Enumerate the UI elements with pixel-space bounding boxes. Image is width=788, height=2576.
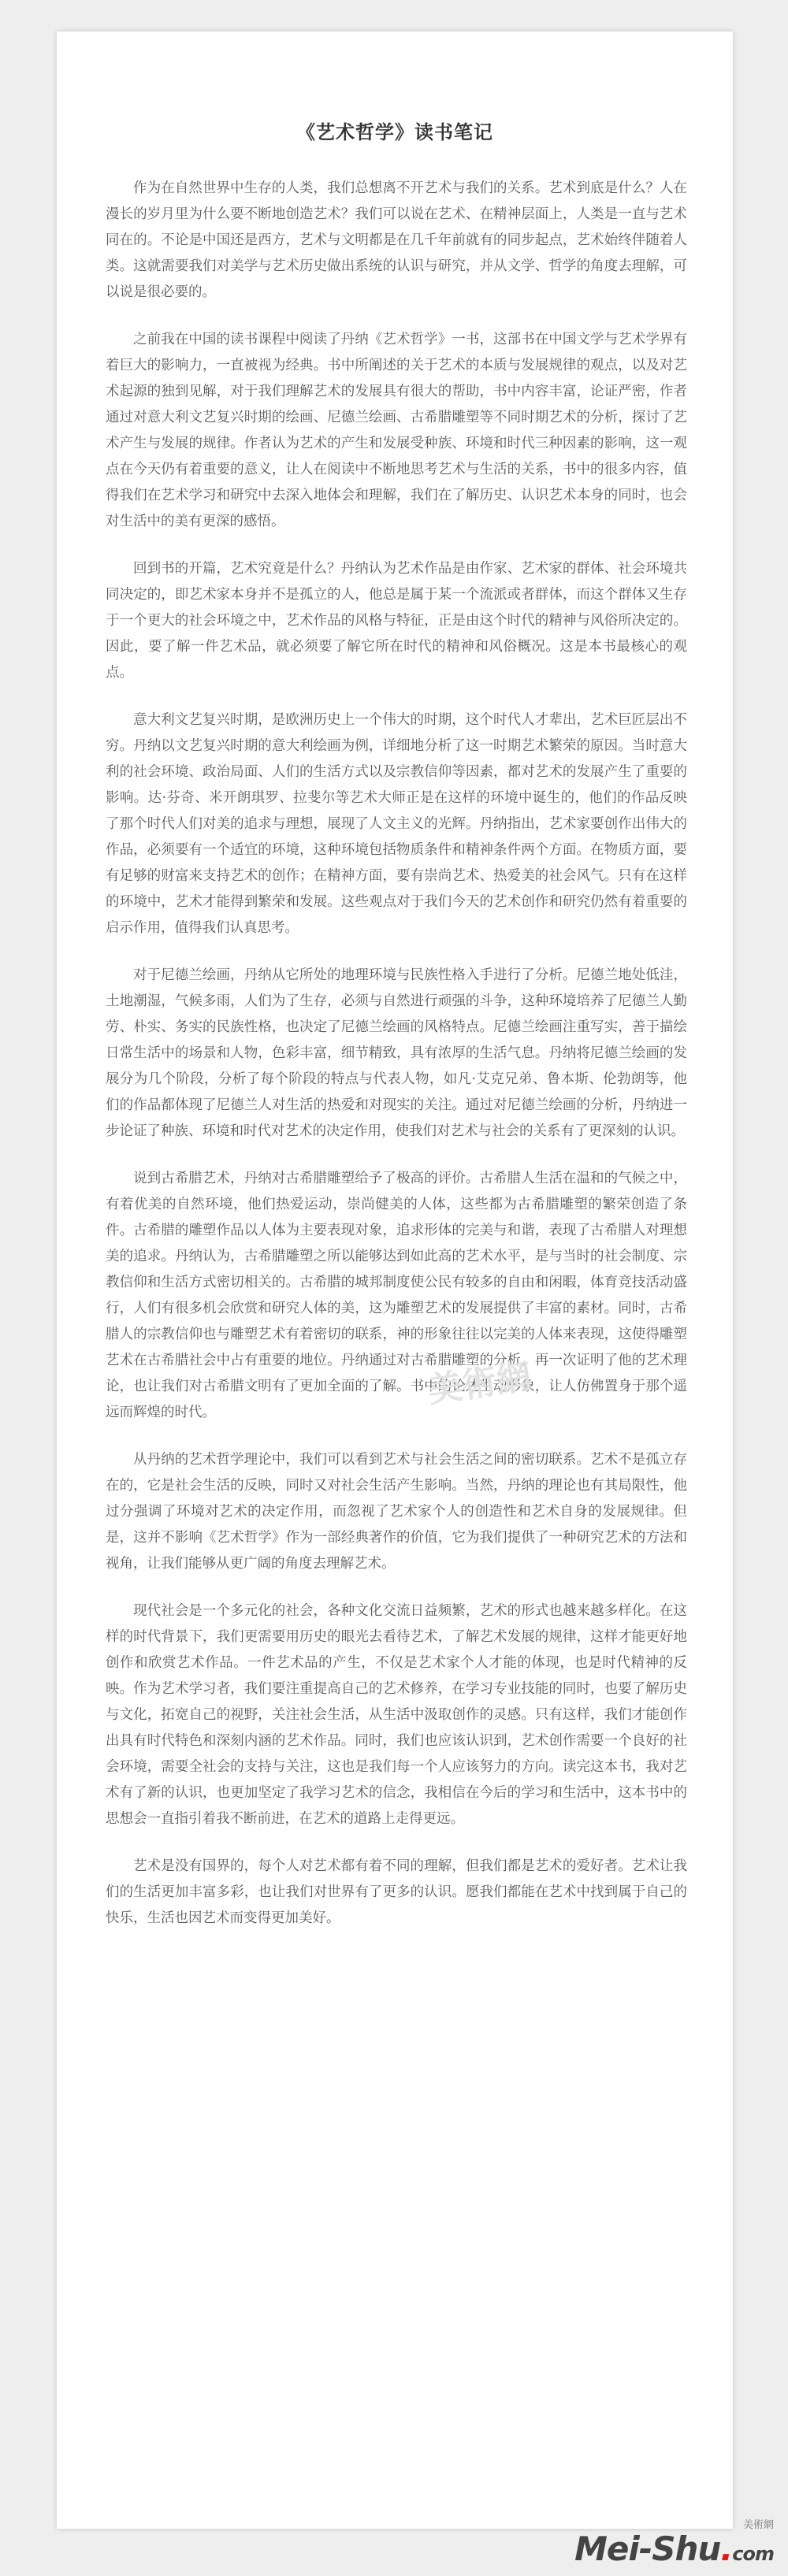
site-logo [574,2530,774,2568]
paragraph: 之前我在中国的读书课程中阅读了丹纳《艺术哲学》一书，这部书在中国文学与艺术学界有着巨大的影响力，一直被视为经典。书中所阐述的关于艺术的本质与发展规律的观点，以及对艺术起源的独到见解，对于我们理解艺术的发展具有很大的帮助，书中内容丰富，论证严密，作者通过对意大利文艺复兴时期的绘画、尼德兰绘画、古希腊雕塑等不同时期艺术的分析，探讨了艺术产生与发展的规律。作者认为艺术的产生和发展受种族、环境和时代三种因素的影响，这一观点在今天仍有着重要的意义，让人在阅读中不断地思考艺术与生活的关系，书中的很多内容，值得我们在艺术学习和研究中去深入地体会和理解，我们在了解历史、认识艺术本身的同时，也会对生活中的美有更深的感悟。 [106,332,687,529]
paragraph: 作为在自然世界中生存的人类，我们总想离不开艺术与我们的关系。艺术到底是什么？人在漫长的岁月里为什么要不断地创造艺术？我们可以说在艺术、在精神层面上，人类是一直与艺术同在的。不论是中国还是西方，艺术与文明都是在几千年前就有的同步起点，艺术始终伴随着人类。这就需要我们对美学与艺术历史做出系统的认识与研究，并从文学、哲学的角度去理解，可以说是很必要的。 [106,180,687,300]
logo-dot: . [720,2530,733,2568]
center-watermark: 美術網 [425,1357,534,1411]
site-watermark [574,2516,774,2568]
logo-main: Mei-Shu [574,2530,721,2568]
watermark-small-text: 美術網 [742,2519,774,2531]
paragraph: 意大利文艺复兴时期，是欧洲历史上一个伟大的时期，这个时代人才辈出，艺术巨匠层出不穷。丹纳以文艺复兴时期的意大利绘画为例，详细地分析了这一时期艺术繁荣的原因。当时意大利的社会环境、政治局面、人们的生活方式以及宗教信仰等因素，都对艺术的发展产生了重要的影响。达·芬奇、米开朗琪罗、拉斐尔等艺术大师正是在这样的环境中诞生的，他们的作品反映了那个时代人们对美的追求与理想，展现了人文主义的光辉。丹纳指出，艺术家要创作出伟大的作品，必须要有一个适宜的环境，这种环境包括物质条件和精神条件两个方面。在物质方面，要有足够的财富来支持艺术的创作；在精神方面，要有崇尚艺术、热爱美的社会风气。只有在这样的环境中，艺术才能得到繁荣和发展。这些观点对于我们今天的艺术创作和研究仍然有着重要的启示作用，值得我们认真思考。 [106,712,687,936]
paragraph: 对于尼德兰绘画，丹纳从它所处的地理环境与民族性格入手进行了分析。尼德兰地处低洼，土地潮湿，气候多雨，人们为了生存，必须与自然进行顽强的斗争，这种环境培养了尼德兰人勤劳、朴实、务实的民族性格，也决定了尼德兰绘画的风格特点。尼德兰绘画注重写实，善于描绘日常生活中的场景和人物，色彩丰富，细节精致，具有浓厚的生活气息。丹纳将尼德兰绘画的发展分为几个阶段，分析了每个阶段的特点与代表人物，如凡·艾克兄弟、鲁本斯、伦勃朗等，他们的作品都体现了尼德兰人对生活的热爱和对现实的关注。通过对尼德兰绘画的分析，丹纳进一步论证了种族、环境和时代对艺术的决定作用，使我们对艺术与社会的关系有了更深刻的认识。 [106,967,687,1139]
logo-tld: com [732,2543,774,2565]
paragraph: 说到古希腊艺术，丹纳对古希腊雕塑给予了极高的评价。古希腊人生活在温和的气候之中，有着优美的自然环境，他们热爱运动，崇尚健美的人体，这些都为古希腊雕塑的繁荣创造了条件。古希腊的雕塑作品以人体为主要表现对象，追求形体的完美与和谐，表现了古希腊人对理想美的追求。丹纳认为，古希腊雕塑之所以能够达到如此高的艺术水平，是与当时的社会制度、宗教信仰和生活方式密切相关的。古希腊的城邦制度使公民有较多的自由和闲暇，体育竞技活动盛行，人们有很多机会欣赏和研究人体的美，这为雕塑艺术的发展提供了丰富的素材。同时，古希腊人的宗教信仰也与雕塑艺术有着密切的联系，神的形象往往以完美的人体来表现，这使得雕塑艺术在古希腊社会中占有重要的地位。丹纳通过对古希腊雕塑的分析，再一次证明了他的艺术理论，也让我们对古希腊文明有了更加全面的了解。书中的论述生动形象，让人仿佛置身于那个遥远而辉煌的时代。 [106,1171,687,1420]
paragraph: 艺术是没有国界的，每个人对艺术都有着不同的理解，但我们都是艺术的爱好者。艺术让我们的生活更加丰富多彩，也让我们对世界有了更多的认识。愿我们都能在艺术中找到属于自己的快乐，生活也因艺术而变得更加美好。 [106,1858,687,1926]
page-title: 《艺术哲学》读书笔记 [296,121,493,143]
paragraph: 回到书的开篇，艺术究竟是什么？丹纳认为艺术作品是由作家、艺术家的群体、社会环境共同决定的，即艺术家本身并不是孤立的人，他总是属于某一个流派或者群体，而这个群体又生存于一个更大的社会环境之中，艺术作品的风格与特征，正是由这个时代的精神与风俗所决定的。因此，要了解一件艺术品，就必须要了解它所在时代的精神和风俗概况。这是本书最核心的观点。 [106,561,687,681]
document-page [57,32,733,2529]
paragraph: 从丹纳的艺术哲学理论中，我们可以看到艺术与社会生活之间的密切联系。艺术不是孤立存在的，它是社会生活的反映，同时又对社会生活产生影响。当然，丹纳的理论也有其局限性，他过分强调了环境对艺术的决定作用，而忽视了艺术家个人的创造性和艺术自身的发展规律。但是，这并不影响《艺术哲学》作为一部经典著作的价值，它为我们提供了一种研究艺术的方法和视角，让我们能够从更广阔的角度去理解艺术。 [106,1452,687,1572]
paragraph: 现代社会是一个多元化的社会，各种文化交流日益频繁，艺术的形式也越来越多样化。在这样的时代背景下，我们更需要用历史的眼光去看待艺术，了解艺术发展的规律，这样才能更好地创作和欣赏艺术作品。一件艺术品的产生，不仅是艺术家个人才能的体现，也是时代精神的反映。作为艺术学习者，我们要注重提高自己的艺术修养，在学习专业技能的同时，也要了解历史与文化，拓宽自己的视野，关注社会生活，从生活中汲取创作的灵感。只有这样，我们才能创作出具有时代特色和深刻内涵的艺术作品。同时，我们也应该认识到，艺术创作需要一个良好的社会环境，需要全社会的支持与关注，这也是我们每一个人应该努力的方向。读完这本书，我对艺术有了新的认识，也更加坚定了我学习艺术的信念，我相信在今后的学习和生活中，这本书中的思想会一直指引着我不断前进，在艺术的道路上走得更远。 [106,1603,687,1827]
article-body [57,176,733,1932]
